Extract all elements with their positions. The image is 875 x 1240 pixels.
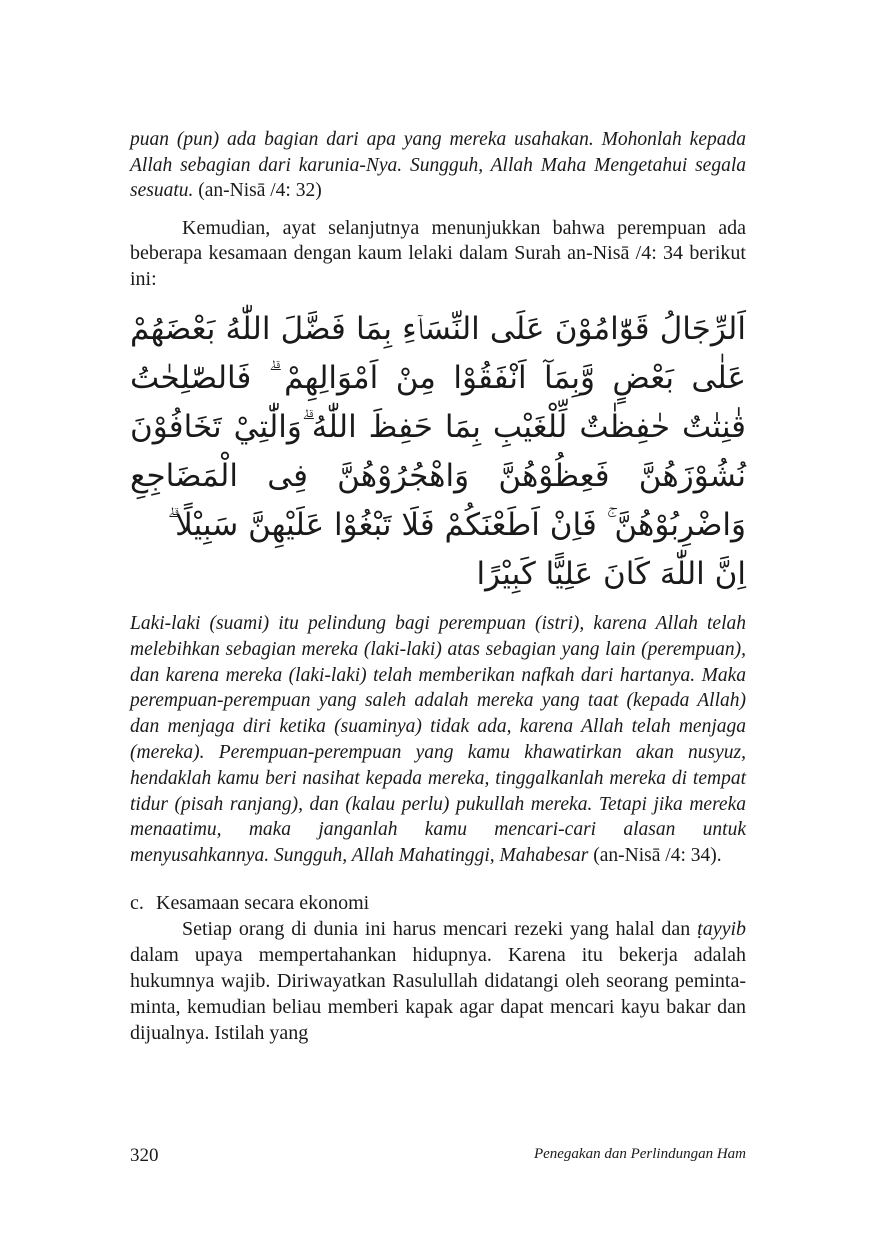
quote-top-text: puan (pun) ada bagian dari apa yang mereka usahakan. Mohonlah kepada Allah sebagian dari karunia-Nya. Sungguh, Allah Maha Mengetahui segala sesuatu. [130, 129, 746, 201]
intro-paragraph: Kemudian, ayat selanjutnya menunjukkan bahwa perempuan ada beberapa kesamaan dengan kaum lelaki dalam Surah an-Nisā /4: 34 berikut ini: [130, 216, 746, 290]
section-heading [130, 891, 746, 917]
page-footer [130, 1145, 746, 1171]
translation-text: Laki-laki (suami) itu pelindung bagi perempuan (istri), karena Allah telah melebihkan sebagian mereka (laki-laki) atas sebagian yang lain (perempuan), dan karena mereka (laki-laki) telah memberikan nafkah dari hartanya. Maka perempuan-perempuan yang saleh adalah mereka yang taat (kepada Allah) dan menjaga diri ketika (suaminya) tidak ada, karena Allah telah menjaga (mereka). Perempuan-perempuan yang kamu khawatirkan akan nusyuz, hendaklah kamu beri nasihat kepada mereka, tinggalkanlah mereka di tempat tidur (pisah ranjang), dan (kalau perlu) pukullah mereka. Tetapi jika mereka menaatimu, maka janganlah kamu mencari-cari alasan untuk menyusahkannya. Sungguh, Allah Mahatinggi, Mahabesar [130, 613, 746, 867]
page-content [130, 127, 746, 1046]
arabic-verse-text: اَلرِّجَالُ قَوّٰامُوْنَ عَلَى النِّسَاۤءِ بِمَا فَضَّلَ اللّٰهُ بَعْضَهُمْ عَلٰى بَعْضٍ وَّبِمَآ اَنْفَقُوْا مِنْ اَمْوَالِهِمْ ۗ فَالصّٰلِحٰتُ قٰنِتٰتٌ حٰفِظٰتٌ لِّلْغَيْبِ بِمَا حَفِظَ اللّٰهُ ۗوَالّٰتِيْ تَخَافُوْنَ نُشُوْزَهُنَّ فَعِظُوْهُنَّ وَاهْجُرُوْهُنَّ فِى الْمَضَاجِعِ وَاضْرِبُوْهُنَّ ۚ فَاِنْ اَطَعْنَكُمْ فَلَا تَبْغُوْا عَلَيْهِنَّ سَبِيْلًا ۗ [130, 311, 746, 543]
translation [130, 611, 746, 869]
page-number: 320 [130, 1145, 159, 1166]
running-title: Penegakan dan Perlindungan Ham [533, 1146, 746, 1162]
body-part1: Setiap orang di dunia ini harus mencari rezeki yang halal dan [182, 918, 691, 941]
section-title: Kesamaan secara ekonomi [156, 891, 370, 914]
arabic-verse [130, 305, 746, 599]
quote-top [130, 127, 746, 204]
section-number: c. [130, 891, 144, 914]
translation-citation: (an-Nisā /4: 34). [593, 845, 722, 867]
body-term: ṭayyib [697, 918, 747, 941]
body-paragraph [130, 916, 746, 1046]
arabic-verse-end: اِنَّ اللّٰهَ كَانَ عَلِيًّا كَبِيْرًا [476, 556, 746, 592]
quote-top-citation: (an-Nisā /4: 32) [198, 180, 322, 201]
body-part2: dalam upaya mempertahankan hidupnya. Karena itu bekerja adalah hukumnya wajib. Diriwayatkan Rasulullah didatangi oleh seorang peminta-minta, kemudian beliau memberi kapak agar dapat mencari kayu bakar dan dijualnya. Istilah yang [130, 944, 746, 1045]
